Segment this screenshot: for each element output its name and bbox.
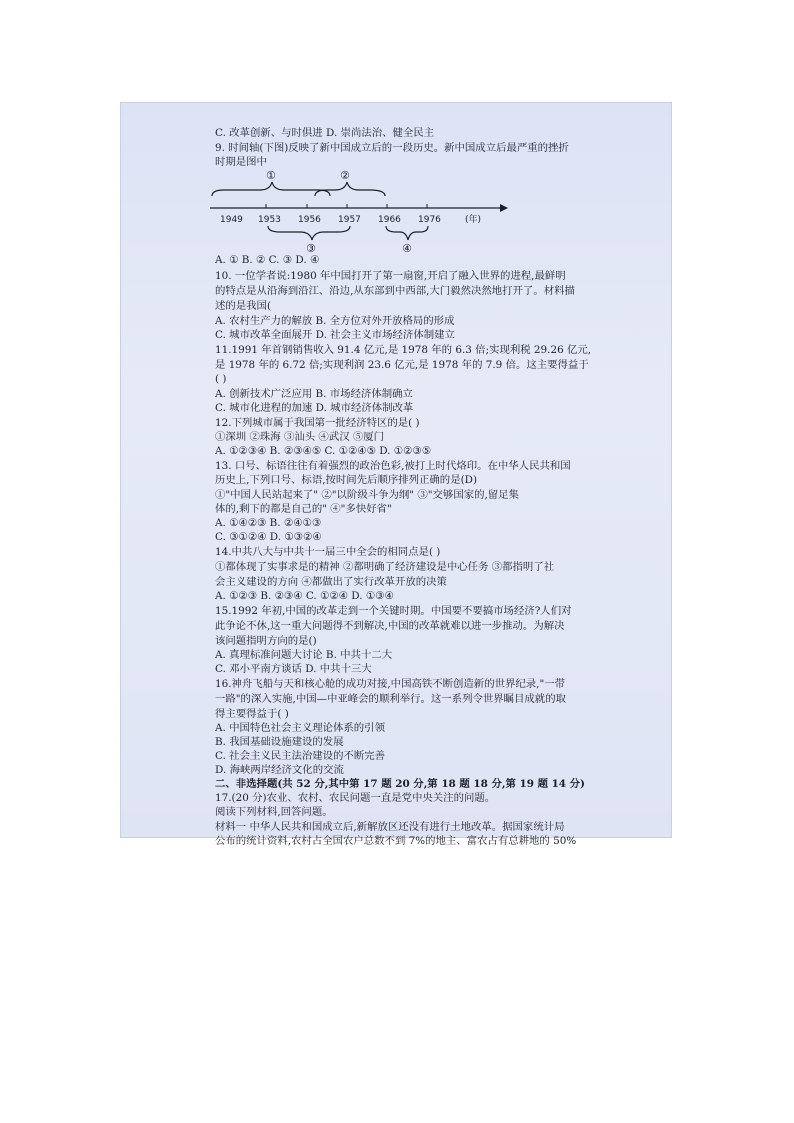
- question-16: 一路"的深入实施,中国—中亚峰会的顺利举行。这一系列令世界瞩目成就的取: [215, 693, 566, 705]
- option-line: C. 城市改革全面展开 D. 社会主义市场经济体制建立: [215, 329, 455, 341]
- year-label: 1957: [338, 215, 361, 225]
- option-line: C. 邓小平南方谈话 D. 中共十三大: [215, 663, 372, 675]
- question-10: 述的是我国(: [215, 300, 272, 312]
- option-line: B. 我国基础设施建设的发展: [215, 736, 344, 748]
- brace-label-2: ②: [340, 169, 350, 182]
- question-13: 13. 口号、标语往往有着强烈的政治色彩,被打上时代烙印。在中华人民共和国: [215, 460, 571, 472]
- option-line: A. ①④②③ B. ②④①③: [215, 517, 322, 529]
- question-13: 历史上,下列口号、标语,按时间先后顺序排列正确的是(D): [215, 474, 478, 486]
- question-15: 15.1992 年初,中国的改革走到一个关键时期。中国要不要搞市场经济?人们对: [215, 605, 572, 617]
- option-line: C. 城市化进程的加速 D. 城市经济体制改革: [215, 402, 414, 414]
- option-line: A. ①②③ B. ②③④ C. ①②④ D. ①③④: [215, 590, 394, 602]
- material-1: 材料一 中华人民共和国成立后,新解放区还没有进行土地改革。据国家统计局: [215, 821, 565, 833]
- question-15: 该问题指明方向的是(): [215, 635, 317, 647]
- year-label: 1949: [220, 215, 243, 225]
- timeline-arrow: [500, 204, 508, 212]
- question-14-items: 会主义建设的方向 ④都做出了实行改革开放的决策: [215, 576, 447, 588]
- brace-label-4: ④: [402, 242, 412, 255]
- question-9: 时期是图中: [215, 156, 267, 168]
- question-12-items: ①深圳 ②珠海 ③汕头 ④武汉 ⑤厦门: [215, 431, 385, 443]
- option-line: A. 创新技术广泛应用 B. 市场经济体制确立: [215, 388, 413, 400]
- question-10: 10. 一位学者说:1980 年中国打开了第一扇窗,开启了融入世界的进程,最鲜明: [215, 270, 566, 282]
- option-line: A. ①②③④ B. ②③④⑤ C. ①②④⑤ D. ①②③⑤: [215, 445, 432, 457]
- question-11: 11.1991 年首钢销售收入 91.4 亿元,是 1978 年的 6.3 倍;实现利税 29.26 亿元,: [215, 344, 592, 356]
- question-9-options: A. ① B. ② C. ③ D. ④: [215, 254, 320, 266]
- option-line: A. 中国特色社会主义理论体系的引领: [215, 722, 385, 734]
- brace-label-1: ①: [266, 169, 276, 182]
- question-14: 14.中共八大与中共十一届三中全会的相同点是( ): [215, 546, 441, 558]
- history-timeline: [210, 164, 610, 264]
- unit-label: (年): [465, 215, 482, 225]
- brace-1: [212, 182, 330, 196]
- question-14-items: ①都体现了实事求是的精神 ②都明确了经济建设是中心任务 ③都指明了社: [215, 561, 555, 573]
- question-17: 17.(20 分)农业、农村、农民问题一直是党中央关注的问题。: [215, 792, 496, 804]
- question-13-items: 体的,剩下的都是自己的" ④"多快好省": [215, 503, 392, 515]
- question-9: 9. 时间轴(下图)反映了新中国成立后的一段历史。新中国成立后最严重的挫折: [215, 142, 569, 154]
- year-label: 1976: [418, 215, 441, 225]
- question-12: 12.下列城市属于我国第一批经济特区的是( ): [215, 417, 420, 429]
- question-17: 阅读下列材料,回答问题。: [215, 806, 333, 818]
- question-11: 是 1978 年的 6.72 倍;实现利润 23.6 亿元,是 1978 年的 7.9 倍。这主要得益于: [215, 359, 589, 371]
- option-line: D. 海峡两岸经济文化的交流: [215, 764, 344, 776]
- question-16: 16.神舟飞船与天和核心舱的成功对接,中国高铁不断创造新的世界纪录,"一带: [215, 678, 566, 690]
- question-13-items: ①"中国人民站起来了" ②"以阶级斗争为纲" ③"交够国家的,留足集: [215, 489, 519, 501]
- question-11: ( ): [215, 373, 227, 385]
- brace-label-3: ③: [306, 242, 316, 255]
- brace-2: [315, 182, 385, 196]
- option-line: C. 改革创新、与时俱进 D. 崇尚法治、健全民主: [215, 127, 435, 139]
- section-heading: 二、非选择题(共 52 分,其中第 17 题 20 分,第 18 题 18 分,第 19 题 14 分): [215, 778, 585, 790]
- exam-photo: [120, 102, 672, 847]
- question-16: 得主要得益于( ): [215, 708, 289, 720]
- question-15: 此争论不休,这一重大问题得不到解决,中国的改革就难以进一步推动。为解决: [215, 620, 565, 632]
- question-10: 的特点是从沿海到沿江、沿边,从东部到中西部,大门毅然决然地打开了。材料描: [215, 285, 575, 297]
- material-1: 公布的统计资料,农村占全国农户总数不到 7%的地主、富农占有总耕地的 50%: [215, 835, 577, 847]
- year-label: 1953: [258, 215, 281, 225]
- option-line: A. 真理标准问题大讨论 B. 中共十二大: [215, 649, 393, 661]
- year-label: 1966: [378, 215, 401, 225]
- option-line: C. ③①②④ D. ①③②④: [215, 531, 322, 543]
- option-line: C. 社会主义民主法治建设的不断完善: [215, 750, 386, 762]
- year-label: 1956: [298, 215, 321, 225]
- brace-4: [386, 226, 428, 240]
- option-line: A. 农村生产力的解放 B. 全方位对外开放格局的形成: [215, 315, 455, 327]
- brace-3: [268, 226, 350, 240]
